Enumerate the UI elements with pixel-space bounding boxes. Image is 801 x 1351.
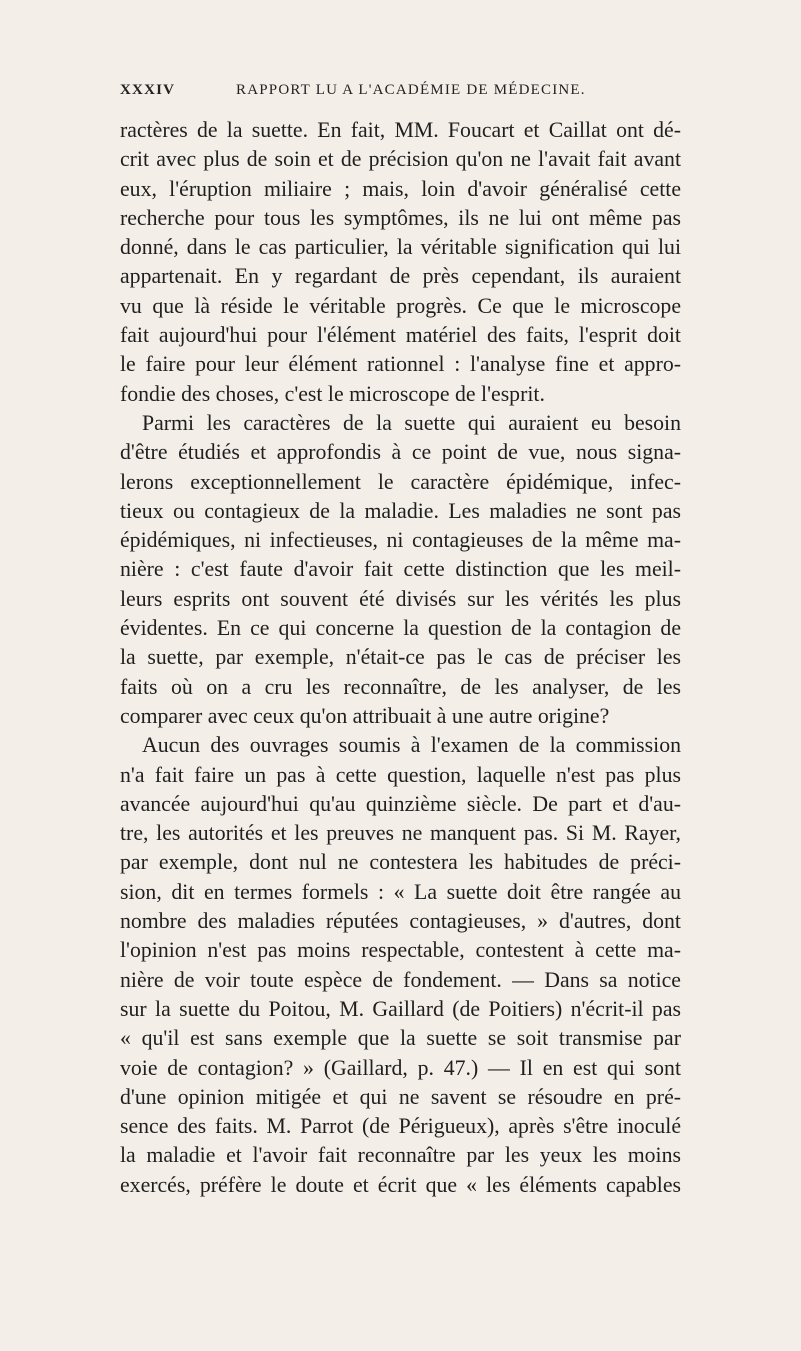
text-line: nombre des maladies réputées contagieuses, » d'autres, dont: [120, 909, 681, 934]
page-header: [120, 82, 680, 110]
text-line: sion, dit en termes formels : « La suette doit être rangée au: [120, 879, 681, 904]
text-line: comparer avec ceux qu'on attribuait à une autre origine?: [120, 703, 610, 728]
text-line: recherche pour tous les symptômes, ils ne lui ont même pas: [120, 205, 681, 230]
text-line: évidentes. En ce qui concerne la question de la contagion de: [120, 616, 681, 641]
text-line: fait aujourd'hui pour l'élément matériel des faits, l'esprit doit: [120, 323, 681, 348]
text-line: l'opinion n'est pas moins respectable, contestent à cette ma-: [120, 938, 681, 963]
page-number: XXXIV: [120, 82, 176, 98]
text-line: avancée aujourd'hui qu'au quinzième siècle. De part et d'au-: [120, 791, 681, 816]
text-line: sence des faits. M. Parrot (de Périgueux), après s'être inoculé: [120, 1114, 681, 1139]
text-line: n'a fait faire un pas à cette question, laquelle n'est pas plus: [120, 762, 681, 787]
text-line: eux, l'éruption miliaire ; mais, loin d'avoir généralisé cette: [120, 176, 681, 201]
text-line: leurs esprits ont souvent été divisés sur les vérités les plus: [120, 586, 681, 611]
text-line: lerons exceptionnellement le caractère épidémique, infec-: [120, 469, 681, 494]
text-line: appartenait. En y regardant de près cependant, ils auraient: [120, 264, 681, 289]
text-line: fondie des choses, c'est le microscope de l'esprit.: [120, 381, 545, 406]
text-line: ractères de la suette. En fait, MM. Foucart et Caillat ont dé-: [120, 118, 681, 142]
text-line: « qu'il est sans exemple que la suette se soit transmise par: [120, 1026, 681, 1051]
text-line: faits où on a cru les reconnaître, de les analyser, de les: [120, 674, 681, 699]
text-line: Aucun des ouvrages soumis à l'examen de la commission: [142, 733, 681, 758]
text-line: donné, dans le cas particulier, la véritable signification qui lui: [120, 235, 681, 260]
text-line: voie de contagion? » (Gaillard, p. 47.) — Il en est qui sont: [120, 1055, 681, 1080]
text-line: d'une opinion mitigée et qui ne savent se résoudre en pré-: [120, 1084, 681, 1109]
text-line: nière : c'est faute d'avoir fait cette distinction que les meil-: [120, 557, 681, 582]
text-line: crit avec plus de soin et de précision qu'on ne l'avait fait avant: [120, 147, 681, 172]
body-text: [120, 116, 681, 1200]
text-line: épidémiques, ni infectieuses, ni contagieuses de la même ma-: [120, 528, 681, 553]
text-line: tre, les autorités et les preuves ne manquent pas. Si M. Rayer,: [120, 821, 681, 846]
text-line: vu que là réside le véritable progrès. Ce que le microscope: [120, 293, 681, 318]
text-line: par exemple, dont nul ne contestera les habitudes de préci-: [120, 850, 681, 875]
text-line: sur la suette du Poitou, M. Gaillard (de Poitiers) n'écrit-il pas: [120, 996, 681, 1021]
text-line: la suette, par exemple, n'était-ce pas le cas de préciser les: [120, 645, 681, 670]
text-line: tieux ou contagieux de la maladie. Les maladies ne sont pas: [120, 498, 681, 523]
text-line: Parmi les caractères de la suette qui auraient eu besoin: [142, 410, 681, 435]
text-line: exercés, préfère le doute et écrit que « les éléments capables: [120, 1172, 681, 1197]
running-title: RAPPORT LU A L'ACADÉMIE DE MÉDECINE.: [236, 82, 586, 98]
text-line: nière de voir toute espèce de fondement. — Dans sa notice: [120, 967, 681, 992]
text-line: d'être étudiés et approfondis à ce point de vue, nous signa-: [120, 440, 681, 465]
text-line: le faire pour leur élément rationnel : l'analyse fine et appro-: [120, 352, 681, 377]
text-line: la maladie et l'avoir fait reconnaître par les yeux les moins: [120, 1143, 681, 1168]
